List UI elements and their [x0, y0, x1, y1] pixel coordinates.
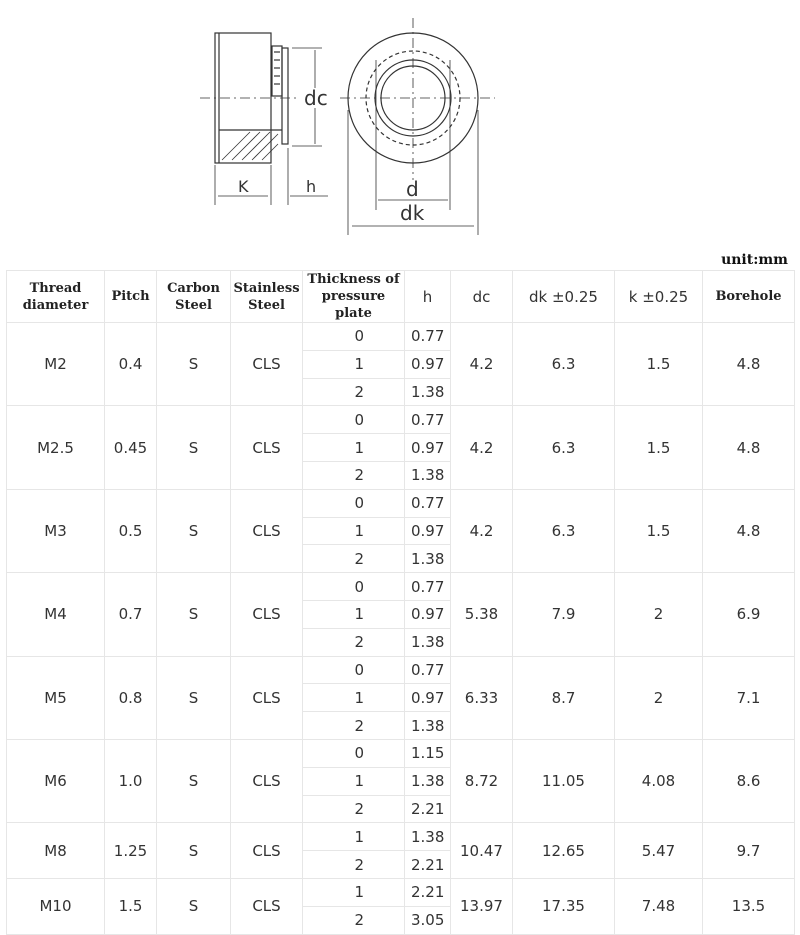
thread-cell: M2 — [7, 323, 105, 406]
pitch-cell: 0.7 — [105, 573, 157, 656]
header-dc: dc — [451, 271, 513, 323]
stainless-cell: CLS — [231, 573, 303, 656]
thickness-cell: 1 — [303, 434, 405, 462]
dk-cell: 6.3 — [513, 489, 615, 572]
carbon-cell: S — [157, 489, 231, 572]
h-cell: 0.97 — [405, 684, 451, 712]
pitch-cell: 1.0 — [105, 739, 157, 822]
carbon-cell: S — [157, 406, 231, 489]
k-cell: 4.08 — [615, 739, 703, 822]
pitch-cell: 0.4 — [105, 323, 157, 406]
borehole-cell: 4.8 — [703, 406, 795, 489]
k-cell: 7.48 — [615, 878, 703, 934]
thickness-cell: 0 — [303, 406, 405, 434]
dc-cell: 4.2 — [451, 489, 513, 572]
table-row — [7, 739, 795, 767]
h-cell: 0.77 — [405, 573, 451, 601]
borehole-cell: 8.6 — [703, 739, 795, 822]
k-label: K — [238, 177, 249, 196]
h-cell: 1.38 — [405, 461, 451, 489]
dc-cell: 6.33 — [451, 656, 513, 739]
thickness-cell: 0 — [303, 573, 405, 601]
thickness-cell: 0 — [303, 489, 405, 517]
h-cell: 1.38 — [405, 712, 451, 740]
h-cell: 1.38 — [405, 767, 451, 795]
borehole-cell: 6.9 — [703, 573, 795, 656]
h-cell: 3.05 — [405, 906, 451, 934]
pitch-cell: 0.45 — [105, 406, 157, 489]
carbon-cell: S — [157, 323, 231, 406]
thickness-cell: 1 — [303, 350, 405, 378]
table-row — [7, 406, 795, 434]
stainless-cell: CLS — [231, 489, 303, 572]
table-row — [7, 656, 795, 684]
technical-drawing — [200, 0, 600, 245]
d-label: d — [406, 177, 419, 201]
stainless-cell: CLS — [231, 406, 303, 489]
borehole-cell: 9.7 — [703, 823, 795, 879]
header-pitch: Pitch — [105, 271, 157, 323]
header-dk: dk ±0.25 — [513, 271, 615, 323]
dc-cell: 10.47 — [451, 823, 513, 879]
borehole-cell: 7.1 — [703, 656, 795, 739]
dc-cell: 4.2 — [451, 406, 513, 489]
h-cell: 1.38 — [405, 545, 451, 573]
h-cell: 0.97 — [405, 517, 451, 545]
table-row — [7, 823, 795, 851]
thread-cell: M6 — [7, 739, 105, 822]
h-cell: 2.21 — [405, 795, 451, 823]
thread-cell: M2.5 — [7, 406, 105, 489]
dc-cell: 8.72 — [451, 739, 513, 822]
dk-cell: 11.05 — [513, 739, 615, 822]
thickness-cell: 2 — [303, 545, 405, 573]
k-cell: 2 — [615, 656, 703, 739]
dc-cell: 4.2 — [451, 323, 513, 406]
pitch-cell: 0.8 — [105, 656, 157, 739]
header-k: k ±0.25 — [615, 271, 703, 323]
h-cell: 0.77 — [405, 489, 451, 517]
k-cell: 1.5 — [615, 406, 703, 489]
h-cell: 0.77 — [405, 656, 451, 684]
k-cell: 1.5 — [615, 489, 703, 572]
unit-label: unit:mm — [721, 252, 788, 268]
h-cell: 1.38 — [405, 628, 451, 656]
dk-cell: 7.9 — [513, 573, 615, 656]
thickness-cell: 0 — [303, 739, 405, 767]
thickness-cell: 2 — [303, 461, 405, 489]
dk-cell: 6.3 — [513, 323, 615, 406]
header-borehole: Borehole — [703, 271, 795, 323]
k-cell: 2 — [615, 573, 703, 656]
carbon-cell: S — [157, 656, 231, 739]
dk-cell: 17.35 — [513, 878, 615, 934]
thread-cell: M5 — [7, 656, 105, 739]
h-cell: 0.97 — [405, 600, 451, 628]
pitch-cell: 1.25 — [105, 823, 157, 879]
table-row — [7, 878, 795, 906]
thickness-cell: 2 — [303, 712, 405, 740]
thickness-cell: 2 — [303, 378, 405, 406]
dk-label: dk — [400, 201, 425, 225]
thickness-cell: 2 — [303, 906, 405, 934]
h-cell: 2.21 — [405, 851, 451, 879]
stainless-cell: CLS — [231, 739, 303, 822]
h-cell: 1.15 — [405, 739, 451, 767]
thickness-cell: 1 — [303, 823, 405, 851]
pitch-cell: 0.5 — [105, 489, 157, 572]
dc-cell: 5.38 — [451, 573, 513, 656]
borehole-cell: 4.8 — [703, 323, 795, 406]
thickness-cell: 1 — [303, 517, 405, 545]
header-row — [7, 271, 795, 323]
h-cell: 0.97 — [405, 434, 451, 462]
thickness-cell: 1 — [303, 878, 405, 906]
thickness-cell: 2 — [303, 795, 405, 823]
h-cell: 1.38 — [405, 378, 451, 406]
dc-cell: 13.97 — [451, 878, 513, 934]
carbon-cell: S — [157, 573, 231, 656]
pitch-cell: 1.5 — [105, 878, 157, 934]
table-row — [7, 489, 795, 517]
stainless-cell: CLS — [231, 656, 303, 739]
header-thread: Thread diameter — [7, 271, 105, 323]
h-cell: 1.38 — [405, 823, 451, 851]
h-cell: 0.77 — [405, 406, 451, 434]
header-carbon: Carbon Steel — [157, 271, 231, 323]
thickness-cell: 1 — [303, 767, 405, 795]
table-row — [7, 573, 795, 601]
h-cell: 2.21 — [405, 878, 451, 906]
thickness-cell: 1 — [303, 684, 405, 712]
carbon-cell: S — [157, 823, 231, 879]
carbon-cell: S — [157, 878, 231, 934]
borehole-cell: 13.5 — [703, 878, 795, 934]
thickness-cell: 0 — [303, 656, 405, 684]
thickness-cell: 1 — [303, 600, 405, 628]
stainless-cell: CLS — [231, 878, 303, 934]
table-row — [7, 323, 795, 351]
nut-diagram-icon — [200, 0, 600, 245]
k-cell: 1.5 — [615, 323, 703, 406]
stainless-cell: CLS — [231, 823, 303, 879]
h-label: h — [306, 177, 317, 196]
h-cell: 0.97 — [405, 350, 451, 378]
thickness-cell: 0 — [303, 323, 405, 351]
thread-cell: M4 — [7, 573, 105, 656]
dk-cell: 12.65 — [513, 823, 615, 879]
k-cell: 5.47 — [615, 823, 703, 879]
header-stainless: Stainless Steel — [231, 271, 303, 323]
dk-cell: 8.7 — [513, 656, 615, 739]
header-h: h — [405, 271, 451, 323]
header-thickness: Thickness of pressure plate — [303, 271, 405, 323]
thread-cell: M8 — [7, 823, 105, 879]
dc-label: dc — [304, 86, 328, 110]
h-cell: 0.77 — [405, 323, 451, 351]
spec-table — [6, 270, 795, 935]
thickness-cell: 2 — [303, 628, 405, 656]
borehole-cell: 4.8 — [703, 489, 795, 572]
dk-cell: 6.3 — [513, 406, 615, 489]
stainless-cell: CLS — [231, 323, 303, 406]
thickness-cell: 2 — [303, 851, 405, 879]
thread-cell: M10 — [7, 878, 105, 934]
carbon-cell: S — [157, 739, 231, 822]
thread-cell: M3 — [7, 489, 105, 572]
